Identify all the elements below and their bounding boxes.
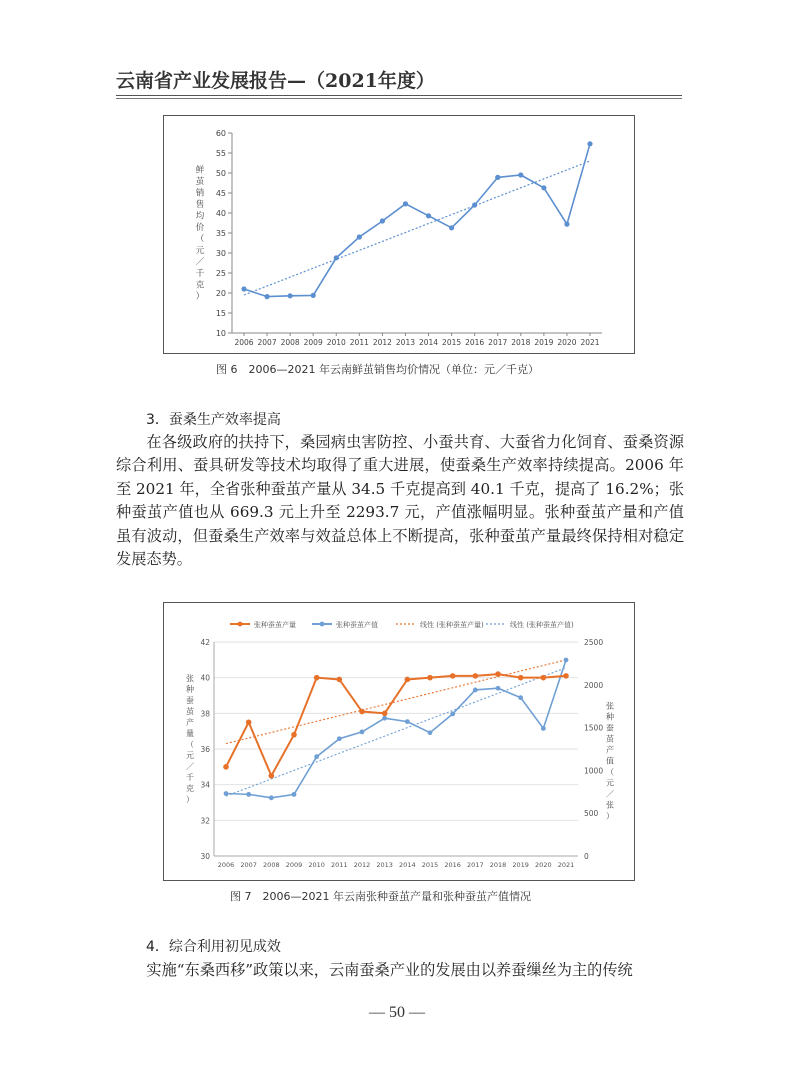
svg-text:茧: 茧: [195, 176, 205, 187]
x-tick-label: 2007: [240, 861, 257, 869]
x-tick-label: 2008: [263, 861, 280, 869]
svg-text:（: （: [186, 740, 194, 749]
svg-text:／: ／: [606, 789, 614, 799]
yield-point: [314, 675, 320, 681]
x-tick-label: 2020: [535, 861, 552, 869]
x-tick-label: 2016: [465, 338, 485, 347]
value-point: [541, 726, 546, 731]
svg-text:克: 克: [195, 280, 205, 291]
svg-text:值: 值: [606, 756, 614, 766]
value-point: [564, 658, 569, 663]
x-tick-label: 2019: [512, 861, 529, 869]
section3-paragraph: 在各级政府的扶持下，桑园病虫害防控、小蚕共育、大蚕省力化饲育、蚕桑资源综合利用、蚕具研发等技术均取得了重大进展，使蚕桑生产效率持续提高。2006 年至 2021 年，全省张种蚕茧产量从 34.5 千克提高到 40.1 千克，提高了 16.2%；张种蚕茧产值也从 669.3 元上升至 2293.7 元，产值涨幅明显。张种蚕茧产量和产值虽有波动，但蚕桑生产效率与效益总体上不断提高，张种蚕茧产量最终保持相对稳定发展态势。: [116, 433, 685, 569]
svg-text:）: ）: [195, 291, 205, 302]
left-tick-label: 32: [200, 816, 210, 826]
svg-text:销: 销: [195, 188, 205, 199]
x-tick-label: 2015: [442, 338, 462, 347]
value-point: [473, 688, 478, 693]
left-tick-label: 30: [200, 852, 210, 861]
svg-text:张: 张: [606, 701, 614, 711]
svg-text:鲜: 鲜: [195, 165, 205, 176]
value-point: [496, 686, 501, 691]
svg-text:（: （: [195, 234, 205, 245]
svg-text:茧: 茧: [186, 707, 194, 716]
svg-text:千: 千: [186, 773, 194, 782]
left-axis-label: [186, 674, 194, 804]
y-tick-label: 30: [215, 249, 226, 258]
data-point: [426, 213, 431, 218]
x-tick-label: 2015: [421, 861, 439, 869]
left-tick-label: 38: [200, 709, 210, 719]
y-tick-label: 50: [215, 169, 226, 178]
x-tick-label: 2016: [444, 861, 461, 869]
svg-text:克: 克: [186, 784, 194, 793]
svg-text:量: 量: [186, 729, 194, 738]
data-point: [449, 225, 454, 230]
right-tick-label: 500: [584, 809, 599, 819]
section4-paragraph: 实施“东桑西移”政策以来，云南蚕桑产业的发展由以养蚕缫丝为主的传统: [146, 961, 633, 979]
yield-point: [359, 709, 365, 715]
yield-point: [405, 677, 411, 683]
data-point: [495, 175, 500, 180]
x-tick-label: 2014: [418, 338, 439, 347]
x-tick-label: 2010: [308, 861, 325, 869]
x-tick-label: 2008: [280, 338, 300, 347]
page-number: — 50 —: [369, 1004, 425, 1021]
svg-text:种: 种: [606, 712, 614, 722]
x-tick-label: 2009: [285, 861, 303, 869]
data-point: [380, 218, 385, 223]
y-tick-label: 15: [215, 309, 226, 318]
svg-text:种: 种: [186, 685, 194, 694]
yield-point: [291, 732, 297, 738]
yield-point: [473, 673, 479, 679]
figure7-chart: [163, 602, 635, 881]
header-rule-thin: [116, 98, 682, 99]
x-tick-label: 2013: [376, 861, 393, 869]
value-point: [246, 792, 251, 797]
series-line-yield: [226, 674, 566, 776]
x-tick-label: 2017: [467, 861, 484, 869]
svg-text:产: 产: [606, 745, 614, 755]
trend-line-yield: [226, 660, 566, 744]
svg-text:价: 价: [195, 222, 205, 233]
data-point: [357, 234, 362, 239]
x-tick-label: 2006: [234, 338, 254, 347]
data-point: [587, 141, 592, 146]
x-tick-label: 2021: [580, 338, 600, 347]
data-point: [403, 201, 408, 206]
figure7-plot: [164, 603, 634, 880]
x-tick-label: 2021: [557, 861, 575, 869]
svg-text:蚕: 蚕: [606, 723, 614, 733]
x-tick-label: 2012: [372, 338, 392, 347]
x-tick-label: 2017: [488, 338, 508, 347]
yield-point: [223, 764, 229, 770]
value-point: [314, 754, 319, 759]
y-tick-label: 60: [215, 129, 226, 138]
data-point: [334, 255, 339, 260]
y-tick-label: 45: [215, 189, 226, 198]
svg-text:元: 元: [606, 778, 614, 788]
value-point: [518, 695, 523, 700]
value-point: [269, 795, 274, 800]
svg-text:产: 产: [186, 718, 194, 727]
trend-line-value: [226, 668, 566, 796]
svg-text:元: 元: [186, 751, 194, 760]
figure6-chart: [163, 115, 635, 354]
data-point: [541, 185, 546, 190]
value-point: [450, 712, 455, 717]
svg-text:售: 售: [195, 199, 205, 210]
svg-text:千: 千: [195, 268, 205, 279]
value-point: [292, 792, 297, 797]
yield-point: [450, 673, 456, 679]
yield-point: [541, 675, 547, 681]
trend-line: [244, 161, 590, 295]
x-tick-label: 2020: [557, 338, 577, 347]
data-point: [472, 202, 477, 207]
x-tick-label: 2013: [395, 338, 416, 347]
data-point: [288, 293, 293, 298]
yield-point: [427, 675, 433, 681]
x-tick-label: 2018: [489, 861, 507, 869]
y-tick-label: 25: [215, 269, 226, 278]
figure6-plot: [164, 116, 634, 353]
value-point: [337, 736, 342, 741]
svg-text:元: 元: [195, 245, 205, 256]
right-tick-label: 1000: [584, 766, 604, 776]
left-tick-label: 40: [200, 673, 210, 683]
data-point: [241, 286, 246, 291]
x-tick-label: 2009: [303, 338, 323, 347]
legend-marker: [238, 622, 243, 627]
svg-text:张: 张: [186, 674, 194, 683]
svg-text:／: ／: [195, 257, 205, 268]
x-tick-label: 2006: [217, 861, 235, 869]
y-tick-label: 10: [215, 329, 226, 338]
value-point: [405, 719, 410, 724]
right-tick-label: 1500: [584, 723, 604, 733]
yield-point: [337, 677, 343, 683]
yield-point: [269, 773, 275, 779]
right-tick-label: 0: [584, 852, 589, 861]
figure6-caption: 图 6 2006—2021 年云南鲜茧销售均价情况（单位：元／千克）: [216, 363, 539, 376]
section3-heading: 3．蚕桑生产效率提高: [146, 412, 281, 428]
right-tick-label: 2000: [584, 680, 604, 690]
x-tick-label: 2011: [331, 861, 348, 869]
yield-point: [518, 675, 524, 681]
legend-marker: [320, 622, 325, 627]
x-tick-label: 2014: [399, 861, 416, 869]
section4-body: [116, 959, 684, 982]
yield-point: [382, 711, 388, 717]
svg-text:）: ）: [606, 811, 614, 821]
left-tick-label: 34: [200, 780, 210, 790]
svg-text:蚕: 蚕: [186, 696, 194, 705]
figure7-caption: 图 7 2006—2021 年云南张种蚕茧产量和张种蚕茧产值情况: [230, 890, 531, 903]
left-tick-label: 42: [200, 638, 210, 647]
right-axis-label: [606, 702, 614, 821]
left-tick-label: 36: [200, 745, 210, 754]
legend-label: 线性 (张种蚕茧产量): [420, 621, 484, 629]
x-tick-label: 2011: [349, 338, 369, 347]
y-axis-label: [196, 164, 205, 302]
section3-body: [116, 431, 684, 571]
data-point: [264, 294, 269, 299]
series-line-value: [226, 660, 566, 798]
series-line: [244, 144, 590, 297]
yield-point: [563, 673, 569, 679]
x-tick-label: 2019: [534, 338, 554, 347]
x-tick-label: 2007: [257, 338, 277, 347]
data-point: [311, 293, 316, 298]
header-rule: [116, 95, 682, 96]
legend-label: 张种蚕茧产值: [336, 621, 378, 629]
value-point: [382, 716, 387, 721]
value-point: [360, 729, 365, 734]
legend-label: 张种蚕茧产量: [254, 621, 296, 629]
value-point: [428, 730, 433, 735]
value-point: [224, 791, 229, 796]
svg-text:／: ／: [186, 762, 194, 771]
legend-label: 线性 (张种蚕茧产值): [510, 621, 574, 629]
data-point: [564, 222, 569, 227]
x-tick-label: 2010: [326, 338, 346, 347]
yield-point: [495, 671, 501, 677]
x-tick-label: 2012: [353, 861, 371, 869]
svg-text:（: （: [606, 767, 614, 777]
running-header: 云南省产业发展报告—（2021年度）: [116, 70, 435, 92]
y-tick-label: 35: [215, 229, 226, 238]
svg-text:茧: 茧: [606, 734, 614, 744]
yield-point: [246, 719, 252, 725]
svg-text:均: 均: [195, 211, 205, 222]
section4-heading: 4．综合利用初见成效: [146, 939, 281, 955]
y-tick-label: 40: [215, 209, 226, 218]
svg-text:张: 张: [606, 800, 614, 810]
data-point: [518, 172, 523, 177]
y-tick-label: 55: [215, 149, 226, 158]
y-tick-label: 20: [215, 289, 226, 298]
svg-text:）: ）: [186, 795, 194, 804]
right-tick-label: 2500: [584, 638, 604, 647]
x-tick-label: 2018: [511, 338, 531, 347]
